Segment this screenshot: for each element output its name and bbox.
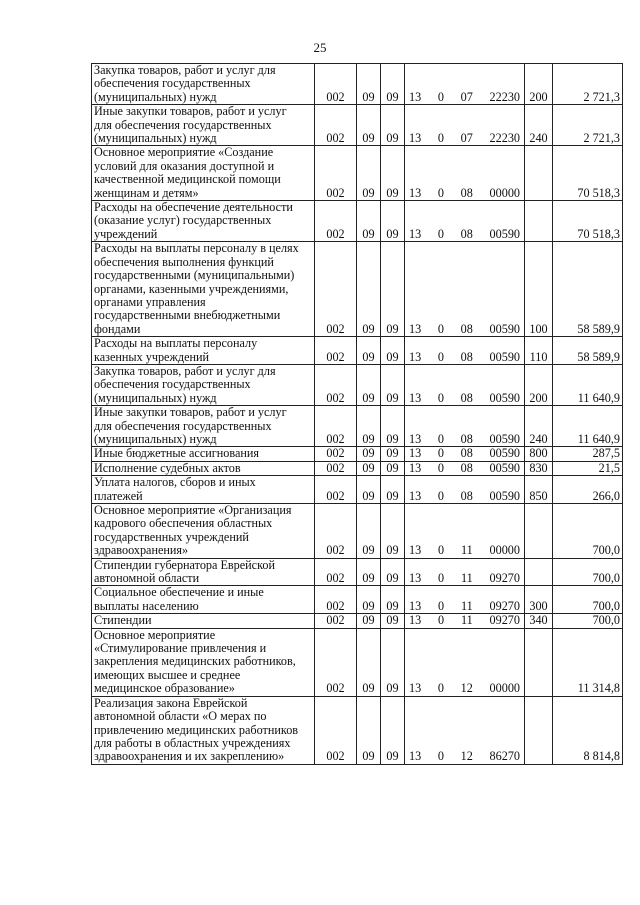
target-article-cell [405,447,525,461]
direction-code: 86270 [489,749,520,764]
row-name-line: казенных учреждений [94,349,210,364]
ministry-code-cell: 002 [315,337,357,365]
program-code: 13 [409,226,422,241]
table-row [92,504,623,559]
table-row [92,447,623,461]
amount-cell: 2 721,3 [553,64,623,105]
row-name-line: (муниципальных) нужд [94,431,217,446]
subprogram-code: 0 [438,613,445,628]
row-name-line: имеющих высшее и среднее [94,667,241,682]
subprogram-code: 0 [437,681,444,696]
subsection-code-cell: 09 [381,337,405,365]
row-name-line: учреждений [94,226,158,241]
program-code: 13 [409,598,422,613]
row-name-line: «Стимулирование привлечения и [94,641,267,656]
direction-code: 00590 [489,390,520,405]
row-name-line: фондами [94,321,141,336]
direction-code: 00590 [489,461,520,475]
table-row [92,558,623,586]
section-code-cell: 09 [357,201,381,242]
target-article-cell [405,105,525,146]
row-name-cell [92,447,315,461]
direction-code: 09270 [489,571,520,586]
event-code: 07 [460,131,473,146]
program-code: 13 [409,749,422,764]
target-article-code [407,462,522,475]
direction-code: 09270 [489,598,520,613]
event-code: 11 [460,598,473,613]
row-name-line: (оказание услуг) государственных [94,213,272,228]
row-name-line: Реализация закона Еврейской [94,696,248,710]
row-name-line: государственных учреждений [94,529,249,544]
event-code: 08 [460,461,473,475]
direction-code: 00590 [489,431,520,446]
amount-cell: 700,0 [553,586,623,614]
table-row [92,64,623,105]
program-code: 13 [409,446,422,461]
target-article-code [407,91,522,104]
direction-code: 00000 [489,681,520,696]
row-name-line: (муниципальных) нужд [94,131,217,146]
program-code: 13 [409,89,422,104]
subsection-code-cell: 09 [381,558,405,586]
subsection-code-cell: 09 [381,504,405,559]
target-article-cell [405,146,525,201]
program-code: 13 [409,131,422,146]
expense-type-cell [525,628,553,696]
row-name-line: привлечению медицинских работников [94,722,299,737]
row-name-cell [92,105,315,146]
program-code: 13 [409,681,422,696]
section-code-cell: 09 [357,696,381,764]
section-code-cell: 09 [357,64,381,105]
amount-cell: 58 589,9 [553,337,623,365]
target-article-cell [405,476,525,504]
row-name-line: обеспечения государственных [94,377,251,392]
expense-type-cell [525,146,553,201]
row-name-cell [92,628,315,696]
section-code-cell: 09 [357,586,381,614]
section-code-cell: 09 [357,146,381,201]
subprogram-code: 0 [438,543,445,558]
subprogram-code: 0 [437,390,444,405]
event-code: 08 [460,431,473,446]
row-name-line: Основное мероприятие «Создание [94,145,274,160]
subsection-code-cell: 09 [381,696,405,764]
ministry-code-cell: 002 [315,105,357,146]
section-code-cell: 09 [357,364,381,405]
subsection-code-cell: 09 [381,201,405,242]
program-code: 13 [409,321,422,336]
program-code: 13 [409,185,422,200]
table-row [92,461,623,475]
target-article-code [407,600,522,613]
amount-cell: 287,5 [553,447,623,461]
direction-code: 22230 [489,131,520,146]
target-article-code [407,187,522,200]
expense-type-cell [525,504,553,559]
program-code: 13 [409,571,422,586]
target-article-cell [405,201,525,242]
event-code: 08 [460,185,473,200]
subsection-code-cell: 09 [381,364,405,405]
expense-type-cell: 850 [525,476,553,504]
row-name-line: Расходы на выплаты персоналу [94,336,258,351]
expense-type-cell: 200 [525,64,553,105]
row-name-line: обеспечения государственных [94,76,251,91]
target-article-cell [405,614,525,628]
row-name-line: условий для оказания доступной и [94,158,275,173]
subsection-code-cell: 09 [381,461,405,475]
row-name-cell [92,504,315,559]
row-name-line: Уплата налогов, сборов и иных [94,475,256,490]
ministry-code-cell: 002 [315,586,357,614]
target-article-code [407,490,522,503]
subprogram-code: 0 [438,598,445,613]
row-name-line: Социальное обеспечение и иные [94,585,264,600]
ministry-code-cell: 002 [315,504,357,559]
subsection-code-cell: 09 [381,242,405,337]
table-row [92,406,623,447]
table-row [92,242,623,337]
target-article-cell [405,696,525,764]
row-name-line: кадрового обеспечения областных [94,516,273,531]
row-name-line: Иные закупки товаров, работ и услуг [94,405,287,420]
row-name-line: автономной области «О мерах по [94,709,267,724]
subsection-code-cell: 09 [381,105,405,146]
page-number: 25 [313,40,327,55]
row-name-line: Иные закупки товаров, работ и услуг [94,104,287,119]
ministry-code-cell: 002 [315,201,357,242]
row-name-line: закрепления медицинских работников, [94,654,296,669]
row-name-line: для обеспечения государственных [94,418,272,433]
section-code-cell: 09 [357,628,381,696]
subprogram-code: 0 [437,488,444,503]
row-name-line: медицинское образование» [94,681,235,696]
target-article-code [407,392,522,405]
amount-cell: 11 640,9 [553,406,623,447]
row-name-line: государственными (муниципальными) [94,268,295,283]
event-code: 08 [460,390,473,405]
subsection-code-cell: 09 [381,406,405,447]
table-row [92,146,623,201]
event-code: 11 [460,613,473,628]
subsection-code-cell: 09 [381,146,405,201]
ministry-code-cell: 002 [315,476,357,504]
expense-type-cell: 800 [525,447,553,461]
program-code: 13 [409,543,422,558]
subsection-code-cell: 09 [381,64,405,105]
table-row [92,105,623,146]
ministry-code-cell: 002 [315,64,357,105]
row-name-line: (муниципальных) нужд [94,89,217,104]
expense-type-cell: 830 [525,461,553,475]
subprogram-code: 0 [437,749,444,764]
expense-type-cell: 240 [525,406,553,447]
target-article-code [407,750,522,763]
ministry-code-cell: 002 [315,447,357,461]
amount-cell: 11 640,9 [553,364,623,405]
amount-cell: 2 721,3 [553,105,623,146]
subsection-code-cell: 09 [381,447,405,461]
row-name-line: здравоохранения» [94,543,189,558]
table-row [92,614,623,628]
target-article-code [407,447,522,460]
section-code-cell: 09 [357,406,381,447]
event-code: 11 [460,543,473,558]
row-name-line: органами, казенными учреждениями, [94,281,289,296]
event-code: 07 [460,89,473,104]
table-row [92,364,623,405]
program-code: 13 [409,488,422,503]
ministry-code-cell: 002 [315,242,357,337]
event-code: 08 [460,446,473,461]
target-article-cell [405,406,525,447]
table-row [92,586,623,614]
row-name-line: здравоохранения и их закреплению» [94,749,285,764]
table-row [92,337,623,365]
ministry-code-cell: 002 [315,628,357,696]
expense-type-cell [525,201,553,242]
event-code: 12 [460,681,473,696]
amount-cell: 70 518,3 [553,146,623,201]
amount-cell: 700,0 [553,558,623,586]
table-row [92,201,623,242]
target-article-code [407,228,522,241]
event-code: 08 [460,349,473,364]
row-name-line: Основное мероприятие [94,628,216,642]
row-name-line: выплаты населению [94,598,199,613]
ministry-code-cell: 002 [315,406,357,447]
ministry-code-cell: 002 [315,696,357,764]
target-article-code [407,323,522,336]
row-name-line: Стипендии [94,613,152,628]
target-article-cell [405,364,525,405]
subprogram-code: 0 [437,349,444,364]
target-article-cell [405,558,525,586]
row-name-line: качественной медицинской помощи [94,172,281,187]
ministry-code-cell: 002 [315,461,357,475]
row-name-line: органами управления [94,294,206,309]
table-row [92,628,623,696]
event-code: 08 [460,321,473,336]
row-name-cell [92,586,315,614]
row-name-line: для обеспечения государственных [94,117,272,132]
ministry-code-cell: 002 [315,614,357,628]
row-name-line: платежей [94,488,143,503]
direction-code: 00590 [489,446,520,461]
subprogram-code: 0 [437,131,444,146]
expense-type-cell: 300 [525,586,553,614]
amount-cell: 700,0 [553,504,623,559]
target-article-code [407,614,522,627]
row-name-line: Расходы на обеспечение деятельности [94,200,293,215]
expense-type-cell: 100 [525,242,553,337]
row-name-line: Стипендии губернатора Еврейской [94,558,276,572]
row-name-cell [92,201,315,242]
direction-code: 00000 [489,543,520,558]
amount-cell: 8 814,8 [553,696,623,764]
direction-code: 00000 [489,185,520,200]
target-article-cell [405,586,525,614]
subsection-code-cell: 09 [381,476,405,504]
program-code: 13 [409,390,422,405]
row-name-line: Исполнение судебных актов [94,461,241,475]
program-code: 13 [409,613,422,628]
row-name-cell [92,476,315,504]
target-article-code [407,682,522,695]
row-name-line: Расходы на выплаты персоналу в целях [94,241,299,256]
program-code: 13 [409,349,422,364]
subprogram-code: 0 [437,185,444,200]
section-code-cell: 09 [357,447,381,461]
amount-cell: 58 589,9 [553,242,623,337]
row-name-line: для работы в областных учреждениях [94,735,291,750]
row-name-cell [92,461,315,475]
budget-table [91,63,623,765]
row-name-line: государственными внебюджетными [94,308,281,323]
direction-code: 00590 [489,488,520,503]
expense-type-cell: 340 [525,614,553,628]
subsection-code-cell: 09 [381,586,405,614]
section-code-cell: 09 [357,105,381,146]
row-name-cell [92,242,315,337]
row-name-line: обеспечения выполнения функций [94,254,274,269]
subprogram-code: 0 [438,571,445,586]
program-code: 13 [409,431,422,446]
target-article-cell [405,628,525,696]
row-name-cell [92,364,315,405]
event-code: 11 [460,571,473,586]
direction-code: 22230 [489,89,520,104]
target-article-code [407,572,522,585]
subprogram-code: 0 [437,226,444,241]
row-name-cell [92,614,315,628]
expense-type-cell: 240 [525,105,553,146]
target-article-cell [405,64,525,105]
direction-code: 00590 [489,226,520,241]
row-name-line: Закупка товаров, работ и услуг для [94,63,276,77]
subprogram-code: 0 [437,461,444,475]
amount-cell: 11 314,8 [553,628,623,696]
direction-code: 00590 [489,321,520,336]
subsection-code-cell: 09 [381,628,405,696]
subsection-code-cell: 09 [381,614,405,628]
expense-type-cell [525,558,553,586]
target-article-cell [405,504,525,559]
event-code: 08 [460,226,473,241]
subprogram-code: 0 [437,431,444,446]
row-name-cell [92,406,315,447]
direction-code: 00590 [489,349,520,364]
row-name-cell [92,64,315,105]
target-article-code [407,351,522,364]
row-name-cell [92,337,315,365]
target-article-cell [405,242,525,337]
amount-cell: 700,0 [553,614,623,628]
amount-cell: 266,0 [553,476,623,504]
section-code-cell: 09 [357,242,381,337]
row-name-line: женщинам и детям» [94,185,199,200]
subprogram-code: 0 [437,446,444,461]
row-name-line: Закупка товаров, работ и услуг для [94,364,276,378]
ministry-code-cell: 002 [315,146,357,201]
row-name-cell [92,558,315,586]
section-code-cell: 09 [357,337,381,365]
target-article-cell [405,337,525,365]
event-code: 08 [460,488,473,503]
expense-type-cell: 110 [525,337,553,365]
subprogram-code: 0 [437,321,444,336]
row-name-line: Иные бюджетные ассигнования [94,446,260,461]
event-code: 12 [460,749,473,764]
expense-type-cell: 200 [525,364,553,405]
expense-type-cell [525,696,553,764]
ministry-code-cell: 002 [315,364,357,405]
amount-cell: 70 518,3 [553,201,623,242]
table-row [92,696,623,764]
program-code: 13 [409,461,422,475]
section-code-cell: 09 [357,461,381,475]
subprogram-code: 0 [437,89,444,104]
row-name-line: Основное мероприятие «Организация [94,503,292,517]
section-code-cell: 09 [357,614,381,628]
table-row [92,476,623,504]
row-name-line: автономной области [94,571,200,586]
amount-cell: 21,5 [553,461,623,475]
target-article-code [407,544,522,557]
section-code-cell: 09 [357,504,381,559]
row-name-cell [92,696,315,764]
row-name-line: (муниципальных) нужд [94,390,217,405]
ministry-code-cell: 002 [315,558,357,586]
target-article-code [407,433,522,446]
target-article-cell [405,461,525,475]
row-name-cell [92,146,315,201]
direction-code: 09270 [489,613,520,628]
section-code-cell: 09 [357,558,381,586]
target-article-code [407,132,522,145]
section-code-cell: 09 [357,476,381,504]
table-body [92,64,623,765]
